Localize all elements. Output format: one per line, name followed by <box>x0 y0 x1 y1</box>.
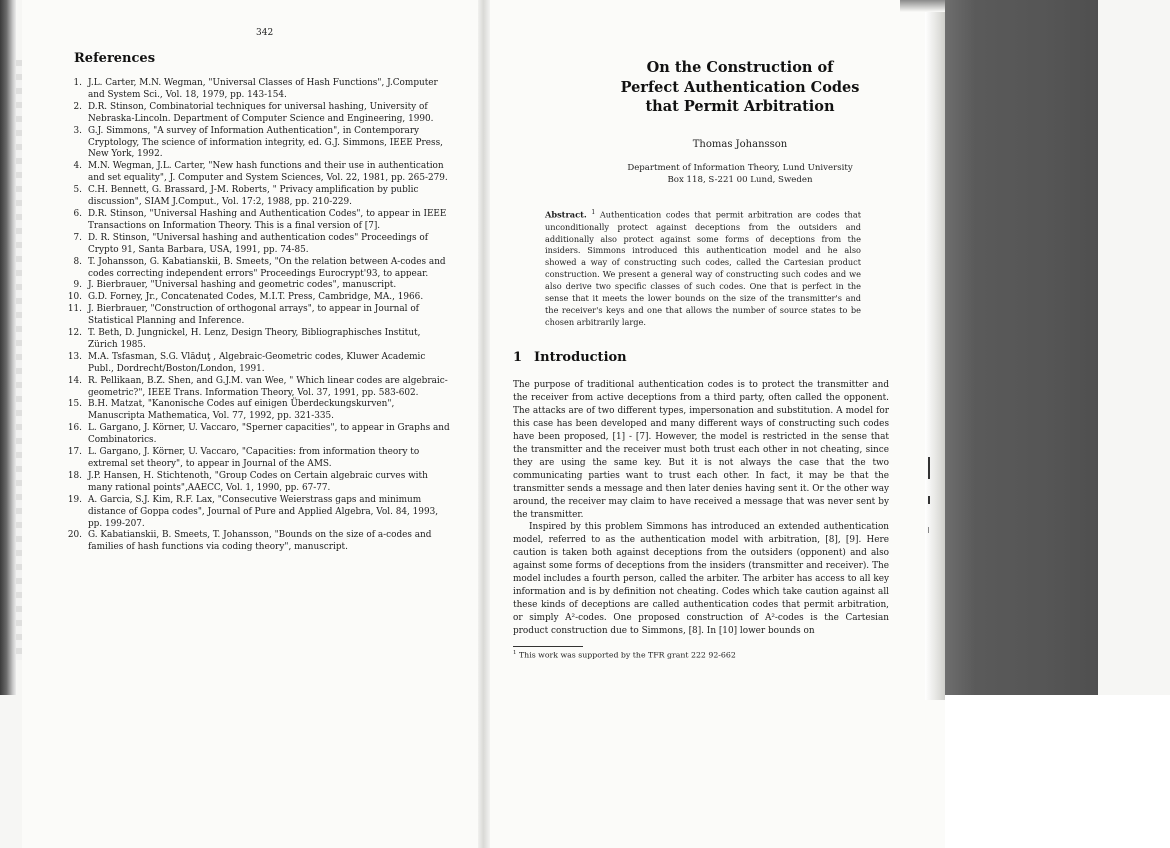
reference-item <box>60 292 452 304</box>
reference-number: 10. <box>67 292 82 303</box>
introduction-body <box>513 379 889 638</box>
reference-number: 5. <box>73 185 82 196</box>
reference-item <box>60 126 452 162</box>
reference-item <box>60 376 452 400</box>
paragraph: The purpose of traditional authentication codes is to protect the transmitter and the receiver from active deceptions from a third party, often called the opponent. The attacks are of two different types, impersonation and substitution. A model for this case has been developed and many different ways of constructing such codes have been proposed, [1] - [7]. However, the model is restricted in the sense that the transmitter and the receiver must both trust each other in not cheating, since they are using the same key. But it is not always the case that the two communicating parties want to trust each other. In fact, it may be that the transmitter sends a message and then later denies having sent it. Or the other way around, the receiver may claim to have received a message that was never sent by the transmitter. <box>513 380 889 520</box>
scan-mark <box>928 496 930 504</box>
reference-text: J.P. Hansen, H. Stichtenoth, "Group Codes on Certain algebraic curves with many rational points",AAECC, Vol. 1, 1990, pp. 67-77. <box>88 470 428 493</box>
title-line: On the Construction of <box>646 59 834 76</box>
reference-item <box>60 530 452 554</box>
section-heading <box>513 350 627 365</box>
book-gutter <box>478 0 490 848</box>
reference-number: 8. <box>73 256 82 267</box>
title-line: Perfect Authentication Codes <box>620 78 860 96</box>
bottom-white-strip <box>945 695 1170 848</box>
references-list <box>60 78 452 554</box>
paragraph: Inspired by this problem Simmons has introduced an extended authentication model, referred to as the authentication model with arbitration, [8], [9]. Here caution is taken both against deceptions from the outsiders (opponent) and also against some forms of deceptions from the insiders (transmitter and receiver). The model includes a fourth person, called the arbiter. The arbiter has access to all key information and is by definition not cheating. Codes which take caution against all these kinds of deceptions are called authentication codes that permit arbitration, or simply A²-codes. One proposed construction of A²-codes is the Cartesian product construction due to Simmons, [8]. In [10] lower bounds on <box>513 522 889 637</box>
reference-text: C.H. Bennett, G. Brassard, J-M. Roberts, " Privacy amplification by public discussion", SIAM J.Comput., Vol. 17:2, 1988, pp. 210-229. <box>88 185 419 208</box>
reference-number: 11. <box>67 304 82 315</box>
right-scan-dark-area <box>945 0 1098 695</box>
reference-number: 4. <box>73 161 82 172</box>
reference-item <box>60 328 452 352</box>
reference-text: T. Johansson, G. Kabatianskii, B. Smeets, "On the relation between A-codes and codes correcting independent errors" Proceedings Eurocrypt'93, to appear. <box>88 256 446 279</box>
reference-item <box>60 447 452 471</box>
abstract <box>545 207 861 329</box>
scan-mark <box>928 527 929 533</box>
reference-item <box>60 161 452 185</box>
reference-text: G. Kabatianskii, B. Smeets, T. Johansson, "Bounds on the size of a-codes and families of hash functions via coding theory", manuscript. <box>88 530 432 553</box>
reference-number: 13. <box>67 351 82 362</box>
left-scan-edge-texture <box>16 60 22 660</box>
reference-number: 1. <box>73 78 82 88</box>
left-scan-edge <box>0 0 16 695</box>
page-number: 342 <box>256 28 274 38</box>
reference-number: 9. <box>73 280 82 291</box>
abstract-label: Abstract. <box>545 209 587 220</box>
reference-item <box>60 257 452 281</box>
reference-text: J. Bierbrauer, "Universal hashing and geometric codes", manuscript. <box>88 280 397 291</box>
reference-number: 16. <box>67 423 82 434</box>
reference-number: 18. <box>67 470 82 481</box>
reference-item <box>60 352 452 376</box>
reference-text: G.J. Simmons, "A survey of Information Authentication", in Contemporary Cryptology, The science of information integrity, ed. G.J. Simmons, IEEE Press, New York, 1992. <box>88 125 443 160</box>
affiliation-line: Department of Information Theory, Lund University <box>627 163 853 173</box>
paper-title <box>540 58 940 117</box>
reference-item <box>60 280 452 292</box>
reference-item <box>60 102 452 126</box>
reference-item <box>60 233 452 257</box>
reference-text: L. Gargano, J. Körner, U. Vaccaro, "Capacities: from information theory to extremal set theory", to appear in Journal of the AMS. <box>88 447 420 469</box>
footnote <box>513 650 736 660</box>
reference-item <box>60 399 452 423</box>
reference-item <box>60 209 452 233</box>
reference-text: M.A. Tsfasman, S.G. Vlăduţ , Algebraic-Geometric codes, Kluwer Academic Publ., Dordrecht/Boston/London, 1991. <box>88 351 426 374</box>
reference-text: M.N. Wegman, J.L. Carter, "New hash functions and their use in authentication and set equality", J. Computer and System Sciences, Vol. 22, 1981, pp. 265-279. <box>88 161 448 184</box>
reference-text: R. Pellikaan, B.Z. Shen, and G.J.M. van Wee, " Which linear codes are algebraic-geometric?", IEEE Trans. Information Theory, Vol. 37, 1991, pp. 583-602. <box>88 375 448 398</box>
reference-text: B.H. Matzat, "Kanonische Codes auf einigen Überdeckungskurven", Manuscripta Mathematica, Vol. 77, 1992, pp. 321-335. <box>88 399 395 422</box>
reference-text: D.R. Stinson, "Universal Hashing and Authentication Codes", to appear in IEEE Transactions on Information Theory. This is a final version of [7]. <box>88 208 447 231</box>
reference-number: 15. <box>67 399 82 410</box>
affiliation-line: Box 118, S-221 00 Lund, Sweden <box>667 175 813 185</box>
reference-text: D. R. Stinson, "Universal hashing and authentication codes" Proceedings of Crypto 91, Santa Barbara, USA, 1991, pp. 74-85. <box>88 232 429 255</box>
reference-text: A. Garcia, S.J. Kim, R.F. Lax, "Consecutive Weierstrass gaps and minimum distance of Goppa codes", Journal of Pure and Applied Algebra, Vol. 84, 1993, pp. 199-207. <box>88 494 439 529</box>
reference-number: 6. <box>73 208 82 219</box>
section-number: 1 <box>513 350 523 365</box>
footnote-rule <box>513 646 583 647</box>
reference-item <box>60 471 452 495</box>
author-name: Thomas Johansson <box>692 139 788 150</box>
abstract-text: Authentication codes that permit arbitration are codes that unconditionally protect against deceptions from the outsiders and additionally also protect against some forms of deceptions from the insiders. Simmons introduced this authentication model and he also showed a way of constructing such codes, called the Cartesian product construction. We present a general way of constructing such codes and we also derive two specific classes of such codes. One that is perfect in the sense that it meets the lower bounds on the size of the transmitter's and the receiver's keys and one that allows the number of source states to be chosen arbitrarily large. <box>545 209 861 327</box>
footnote-text: This work was supported by the TFR grant 222 92-662 <box>518 650 736 660</box>
reference-text: G.D. Forney, Jr., Concatenated Codes, M.I.T. Press, Cambridge, MA., 1966. <box>88 292 424 303</box>
reference-number: 3. <box>73 125 82 136</box>
footnote-mark: 1 <box>513 650 517 656</box>
reference-text: D.R. Stinson, Combinatorial techniques for universal hashing, University of Nebraska-Lincoln. Department of Computer Science and Engineering, 1990. <box>88 101 434 124</box>
reference-number: 14. <box>67 375 82 386</box>
references-heading: References <box>74 51 156 66</box>
reference-text: L. Gargano, J. Körner, U. Vaccaro, "Sperner capacities", to appear in Graphs and Combinatorics. <box>88 423 450 446</box>
reference-number: 2. <box>73 101 82 112</box>
abstract-footnote-mark: 1 <box>591 209 596 216</box>
reference-item <box>60 185 452 209</box>
reference-item <box>60 78 452 102</box>
reference-item <box>60 423 452 447</box>
reference-number: 19. <box>67 494 82 505</box>
reference-number: 7. <box>73 232 82 243</box>
reference-number: 17. <box>67 447 82 458</box>
reference-number: 12. <box>67 328 82 339</box>
reference-item <box>60 304 452 328</box>
scan-mark <box>928 457 930 479</box>
reference-text: T. Beth, D. Jungnickel, H. Lenz, Design Theory, Bibliographisches Institut, Zürich 1985. <box>88 328 421 350</box>
reference-text: J. Bierbrauer, "Construction of orthogonal arrays", to appear in Journal of Statistical Planning and Inference. <box>88 304 419 327</box>
title-line: that Permit Arbitration <box>645 98 835 115</box>
section-title: Introduction <box>534 350 627 365</box>
reference-number: 20. <box>67 530 82 541</box>
author-affiliation <box>540 162 940 186</box>
reference-item <box>60 495 452 531</box>
reference-text: J.L. Carter, M.N. Wegman, "Universal Classes of Hash Functions", J.Computer and System Sci., Vol. 18, 1979, pp. 143-154. <box>88 78 438 100</box>
